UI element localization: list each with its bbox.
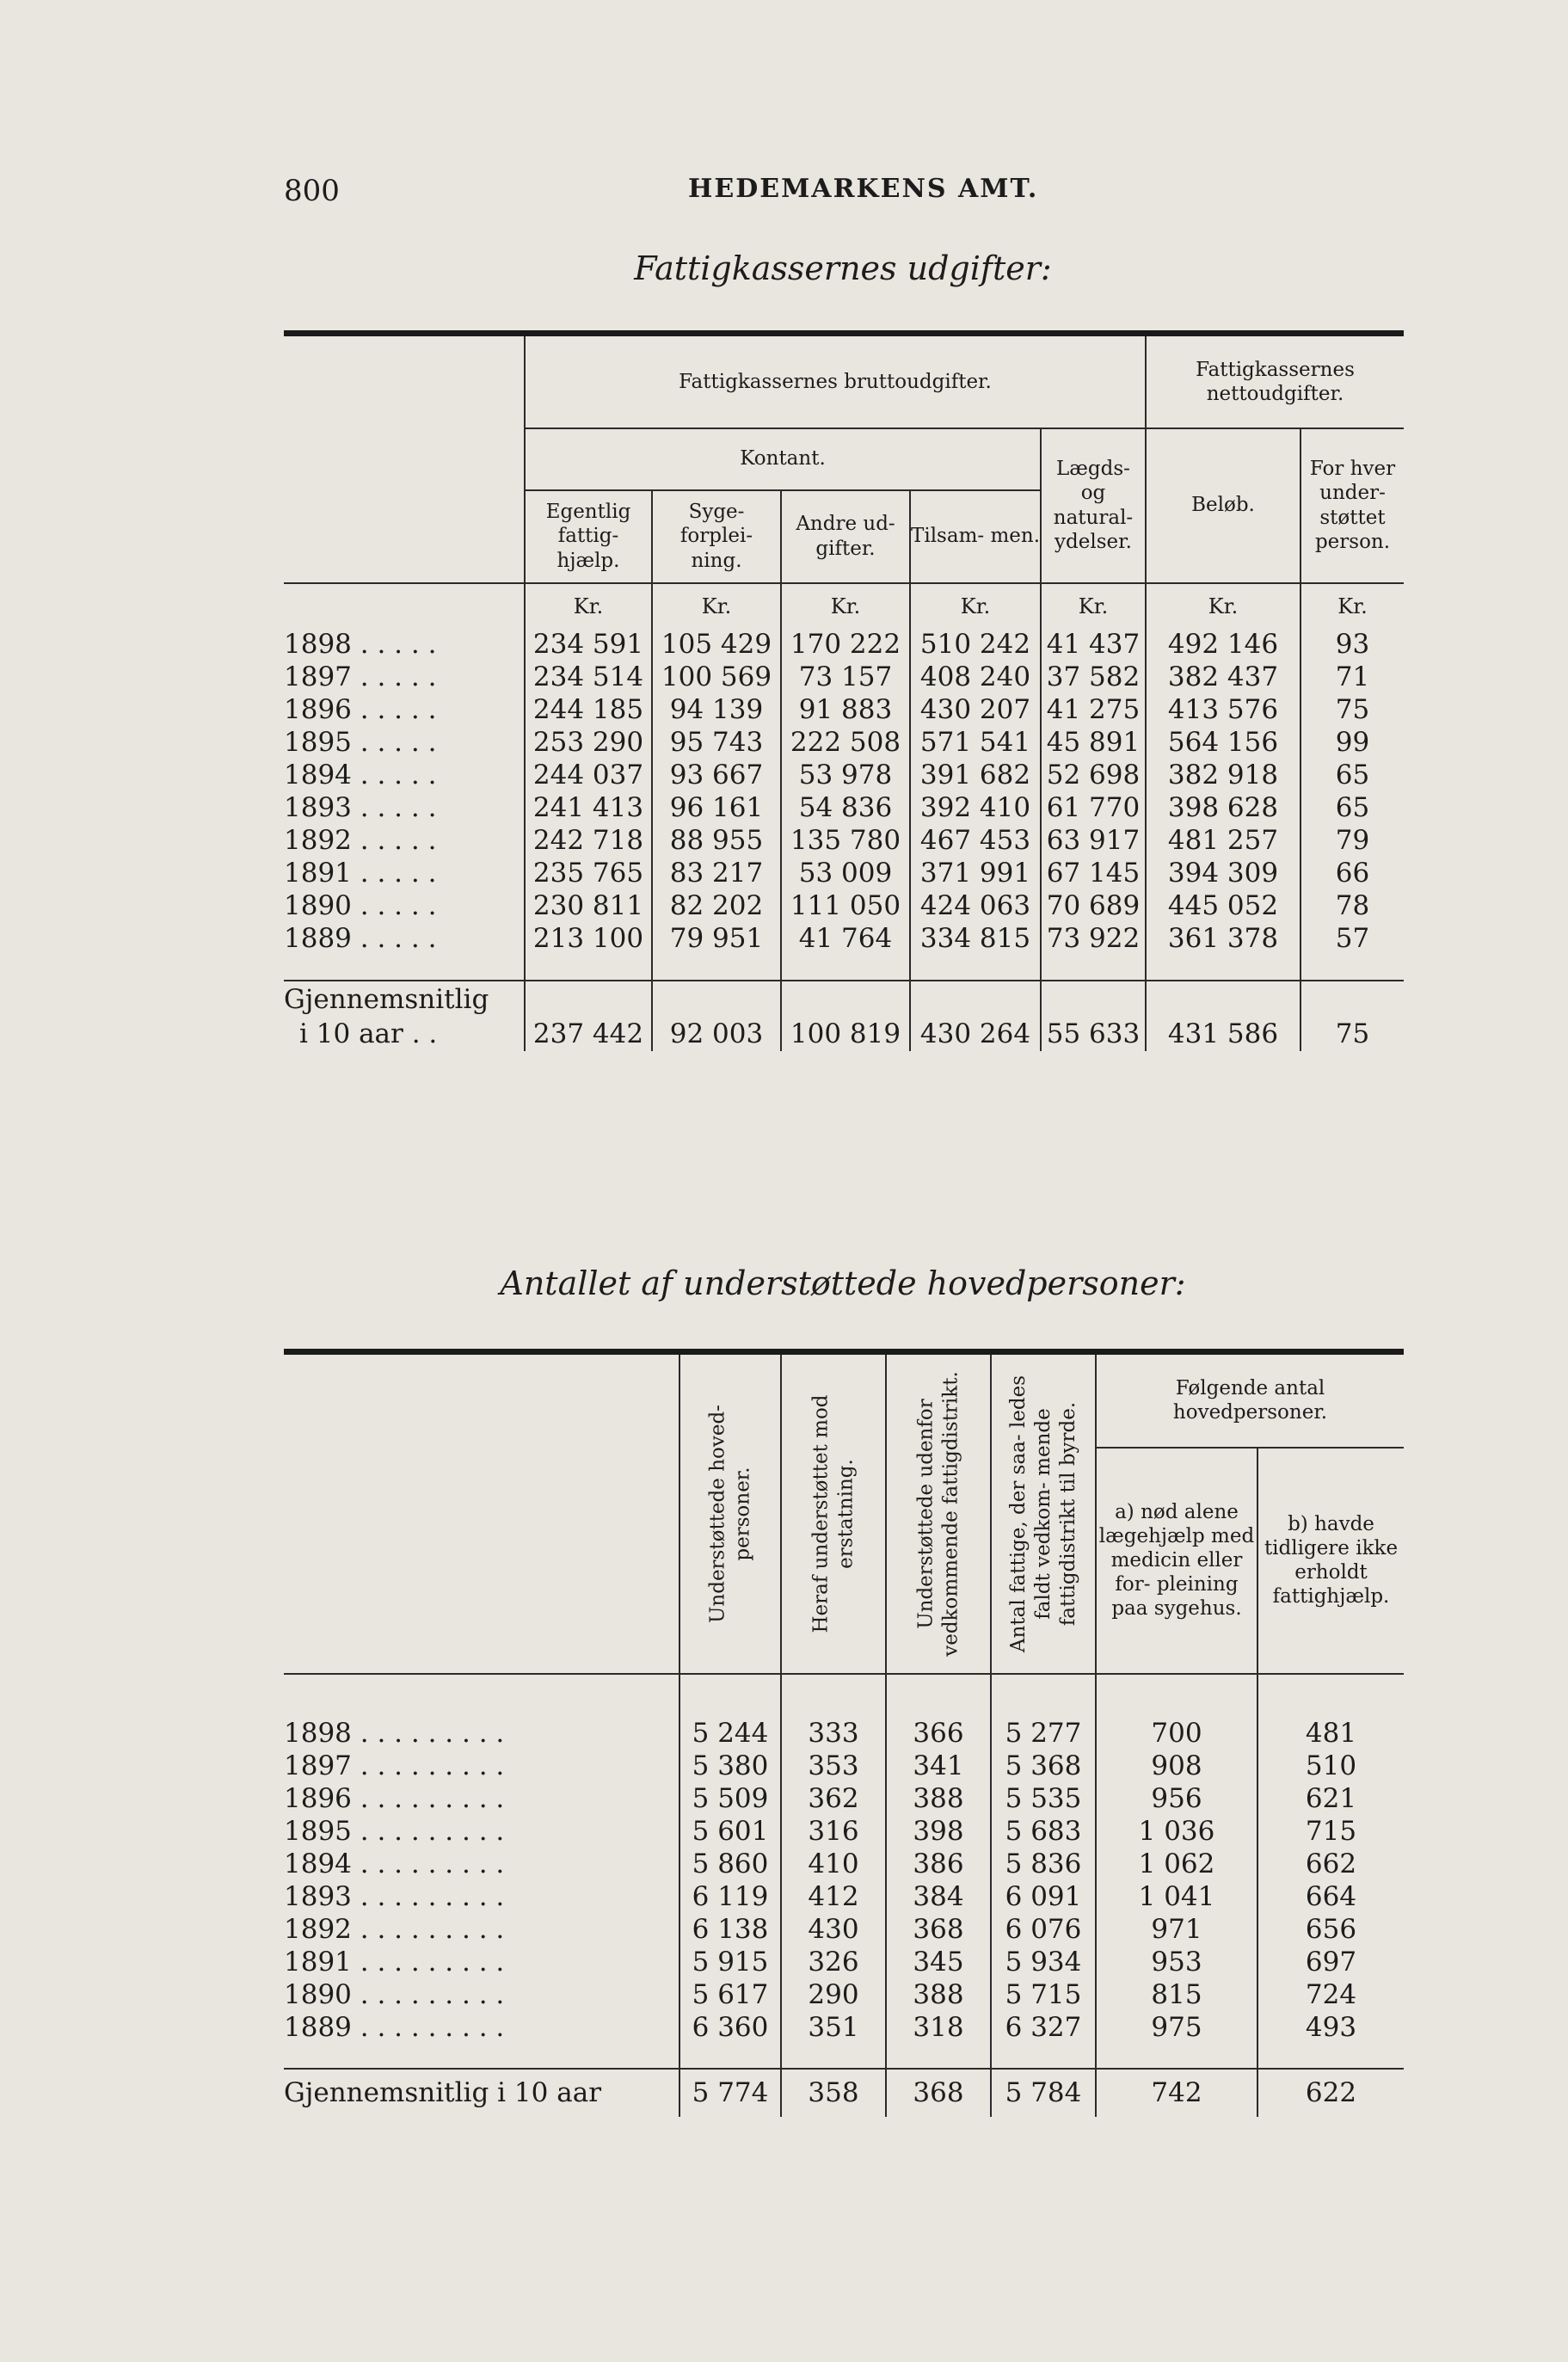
- col-heraf: Heraf understøttet mod erstatning.: [781, 1352, 886, 1675]
- avg-cell: 237 442: [532, 1018, 644, 1049]
- table-row: [284, 1946, 1404, 1978]
- row-year: 1891 . . . . .: [284, 858, 525, 890]
- table-cell: 111 050: [781, 890, 910, 923]
- col-understottede: Understøttede hoved- personer.: [706, 1405, 753, 1623]
- table-cell: 1 062: [1096, 1848, 1257, 1880]
- table-row: [284, 760, 1404, 792]
- avg-label: Gjennemsnitlig: [284, 981, 525, 1018]
- table-cell: 410: [781, 1848, 886, 1880]
- table-cell: 135 780: [781, 825, 910, 858]
- table-row: [284, 792, 1404, 825]
- table-cell: 73 157: [781, 661, 910, 694]
- table-cell: 664: [1257, 1880, 1404, 1913]
- table-cell: 41 437: [1041, 629, 1146, 661]
- table-cell: 412: [781, 1880, 886, 1913]
- table-cell: 54 836: [781, 792, 910, 825]
- col-a: a) nød alene lægehjælp med medicin eller for- pleining paa sygehus.: [1096, 1448, 1257, 1674]
- row-year: 1891 . . . . . . . . .: [284, 1946, 679, 1978]
- table-row: [284, 890, 1404, 923]
- table-cell: 83 217: [652, 858, 781, 890]
- col-egentlig: Egentlig fattig- hjælp.: [545, 501, 631, 572]
- row-year: 1895 . . . . .: [284, 727, 525, 760]
- table-cell: 334 815: [910, 923, 1041, 956]
- table-row: [284, 694, 1404, 727]
- table-cell: 65: [1301, 792, 1404, 825]
- table-cell: 384: [886, 1880, 991, 1913]
- avg-cell: 368: [886, 2069, 991, 2117]
- table-cell: 6 360: [692, 2011, 769, 2043]
- row-year: 1896 . . . . .: [284, 694, 525, 727]
- table-cell: 341: [886, 1750, 991, 1782]
- table-cell: 75: [1301, 694, 1404, 727]
- table-cell: 5 368: [991, 1750, 1096, 1782]
- table-cell: 6 091: [991, 1880, 1096, 1913]
- running-title: HEDEMARKENS AMT.: [688, 174, 1039, 204]
- table-cell: 244 037: [532, 760, 644, 790]
- table-cell: 510 242: [910, 629, 1041, 661]
- unit-label: Kr.: [781, 583, 910, 629]
- unit-label: Kr.: [910, 583, 1041, 629]
- table-cell: 105 429: [652, 629, 781, 661]
- table-cell: 5 915: [692, 1946, 769, 1978]
- group-gross-header: Fattigkassernes bruttoudgifter.: [525, 334, 1146, 428]
- row-year: 1896 . . . . . . . . .: [284, 1782, 679, 1815]
- table-cell: 6 138: [692, 1913, 769, 1945]
- avg-label: i 10 aar . .: [284, 1018, 525, 1051]
- table-cell: 5 535: [991, 1782, 1096, 1815]
- expenses-title: Fattigkassernes udgifter:: [634, 249, 1052, 287]
- table-cell: 222 508: [781, 727, 910, 760]
- table-cell: 53 009: [781, 858, 910, 890]
- table-cell: 953: [1096, 1946, 1257, 1978]
- row-year: 1890 . . . . . . . . .: [284, 1978, 679, 2011]
- table-cell: 430: [781, 1913, 886, 1946]
- table-cell: 975: [1096, 2011, 1257, 2044]
- table-cell: 93 667: [652, 760, 781, 792]
- table-row: [284, 727, 1404, 760]
- table-cell: 345: [886, 1946, 991, 1978]
- table-cell: 5 715: [991, 1978, 1096, 2011]
- table-cell: 333: [781, 1717, 886, 1750]
- table-cell: 6 119: [692, 1880, 769, 1912]
- table-cell: 353: [781, 1750, 886, 1782]
- expenses-table: [284, 330, 1404, 1051]
- table-row: [284, 858, 1404, 890]
- table-cell: 1 036: [1096, 1815, 1257, 1848]
- table-cell: 53 978: [781, 760, 910, 792]
- table-cell: 481 257: [1146, 825, 1301, 858]
- row-year: 1898 . . . . . . . . .: [284, 1717, 679, 1750]
- table-cell: 386: [886, 1848, 991, 1880]
- table-cell: 79: [1301, 825, 1404, 858]
- table-cell: 326: [781, 1946, 886, 1978]
- table-cell: 368: [886, 1913, 991, 1946]
- col-belob: Beløb.: [1146, 428, 1301, 583]
- table-cell: 6 076: [991, 1913, 1096, 1946]
- table-cell: 41 275: [1041, 694, 1146, 727]
- row-year: 1889 . . . . .: [284, 923, 525, 956]
- row-year: 1894 . . . . .: [284, 760, 525, 792]
- col-andre: Andre ud- gifter.: [781, 490, 910, 583]
- table-cell: 65: [1301, 760, 1404, 792]
- table-cell: 366: [886, 1717, 991, 1750]
- persons-title: Antallet af understøttede hovedpersoner:: [500, 1264, 1186, 1302]
- table-cell: 67 145: [1041, 858, 1146, 890]
- table-row: [284, 1880, 1404, 1913]
- table-cell: 5 601: [692, 1815, 769, 1847]
- table-row: [284, 1848, 1404, 1880]
- table-cell: 6 327: [991, 2011, 1096, 2044]
- table-cell: 413 576: [1146, 694, 1301, 727]
- table-cell: 5 277: [991, 1717, 1096, 1750]
- table-cell: 73 922: [1041, 923, 1146, 956]
- row-year: 1897 . . . . . . . . .: [284, 1750, 679, 1782]
- table-cell: 445 052: [1146, 890, 1301, 923]
- table-row: [284, 1815, 1404, 1848]
- table-cell: 815: [1096, 1978, 1257, 2011]
- avg-label: Gjennemsnitlig i 10 aar: [284, 2069, 679, 2117]
- table-cell: 5 934: [991, 1946, 1096, 1978]
- row-year: 1897 . . . . .: [284, 661, 525, 694]
- table-cell: 253 290: [532, 727, 644, 758]
- row-year: 1890 . . . . .: [284, 890, 525, 923]
- table-cell: 318: [886, 2011, 991, 2044]
- avg-cell: 100 819: [781, 1018, 910, 1051]
- table-cell: 316: [781, 1815, 886, 1848]
- table-cell: 408 240: [910, 661, 1041, 694]
- table-cell: 170 222: [781, 629, 910, 661]
- table-cell: 52 698: [1041, 760, 1146, 792]
- table-cell: 715: [1257, 1815, 1404, 1848]
- avg-cell: 5 784: [991, 2069, 1096, 2117]
- table-cell: 388: [886, 1782, 991, 1815]
- table-cell: 481: [1257, 1717, 1404, 1750]
- table-cell: 241 413: [532, 792, 644, 823]
- table-cell: 398 628: [1146, 792, 1301, 825]
- table-cell: 492 146: [1146, 629, 1301, 661]
- table-cell: 388: [886, 1978, 991, 2011]
- table-cell: 564 156: [1146, 727, 1301, 760]
- table-cell: 424 063: [910, 890, 1041, 923]
- unit-label: Kr.: [1041, 583, 1146, 629]
- avg-cell: 75: [1301, 1018, 1404, 1051]
- table-cell: 45 891: [1041, 727, 1146, 760]
- table-row: [284, 1913, 1404, 1946]
- col-per-person: For hver under- støttet person.: [1301, 428, 1404, 583]
- table-cell: 361 378: [1146, 923, 1301, 956]
- unit-label: Kr.: [1301, 583, 1404, 629]
- table-cell: 5 244: [692, 1717, 769, 1749]
- table-cell: 78: [1301, 890, 1404, 923]
- table-cell: 467 453: [910, 825, 1041, 858]
- table-cell: 82 202: [652, 890, 781, 923]
- table-cell: 234 591: [532, 629, 644, 660]
- group-cash-header: Kontant.: [525, 428, 1041, 490]
- table-cell: 510: [1257, 1750, 1404, 1782]
- table-cell: 91 883: [781, 694, 910, 727]
- table-cell: 5 380: [692, 1750, 769, 1781]
- table-cell: 96 161: [652, 792, 781, 825]
- table-cell: 235 765: [532, 858, 644, 889]
- table-cell: 95 743: [652, 727, 781, 760]
- table-cell: 94 139: [652, 694, 781, 727]
- col-b: b) havde tidligere ikke erholdt fattighjælp.: [1257, 1448, 1404, 1674]
- table-row: [284, 629, 1404, 661]
- table-cell: 382 437: [1146, 661, 1301, 694]
- unit-label: Kr.: [1146, 583, 1301, 629]
- table-cell: 66: [1301, 858, 1404, 890]
- table-cell: 724: [1257, 1978, 1404, 2011]
- table-cell: 5 836: [991, 1848, 1096, 1880]
- table-cell: 493: [1257, 2011, 1404, 2044]
- table-cell: 392 410: [910, 792, 1041, 825]
- table-cell: 79 951: [652, 923, 781, 956]
- table-row: [284, 923, 1404, 956]
- table-cell: 398: [886, 1815, 991, 1848]
- table-cell: 382 918: [1146, 760, 1301, 792]
- table-cell: 230 811: [532, 890, 644, 921]
- avg-cell: 358: [781, 2069, 886, 2117]
- table-cell: 697: [1257, 1946, 1404, 1978]
- avg-cell: 5 774: [692, 2077, 769, 2108]
- avg-cell: 622: [1257, 2069, 1404, 2117]
- table-cell: 571 541: [910, 727, 1041, 760]
- table-cell: 63 917: [1041, 825, 1146, 858]
- avg-cell: 430 264: [910, 1018, 1041, 1051]
- table-cell: 908: [1096, 1750, 1257, 1782]
- col-laegds: Lægds- og natural- ydelser.: [1041, 428, 1146, 583]
- table-cell: 244 185: [532, 694, 644, 725]
- table-cell: 57: [1301, 923, 1404, 956]
- table-cell: 37 582: [1041, 661, 1146, 694]
- table-cell: 88 955: [652, 825, 781, 858]
- table-cell: 430 207: [910, 694, 1041, 727]
- row-year: 1893 . . . . .: [284, 792, 525, 825]
- table-cell: 971: [1096, 1913, 1257, 1946]
- table-cell: 61 770: [1041, 792, 1146, 825]
- col-tilsammen: Tilsam- men.: [910, 490, 1041, 583]
- row-year: 1895 . . . . . . . . .: [284, 1815, 679, 1848]
- table-cell: 5 683: [991, 1815, 1096, 1848]
- table-row: [284, 1782, 1404, 1815]
- table-cell: 621: [1257, 1782, 1404, 1815]
- avg-cell: 92 003: [652, 1018, 781, 1051]
- table-row: [284, 1717, 1404, 1750]
- col-udenfor: Understøttede udenfor vedkommende fattigdistrikt.: [886, 1352, 991, 1675]
- table-row: [284, 825, 1404, 858]
- table-cell: 700: [1096, 1717, 1257, 1750]
- table-cell: 351: [781, 2011, 886, 2044]
- row-year: 1894 . . . . . . . . .: [284, 1848, 679, 1880]
- table-cell: 41 764: [781, 923, 910, 956]
- row-year: 1898 . . . . .: [284, 629, 525, 661]
- table-cell: 956: [1096, 1782, 1257, 1815]
- table-cell: 5 860: [692, 1848, 769, 1879]
- table-cell: 242 718: [532, 825, 644, 856]
- table-cell: 5 617: [692, 1978, 769, 2010]
- col-antal: Antal fattige, der saa- ledes faldt vedkom- mende fattigdistrikt til byrde.: [991, 1352, 1096, 1675]
- table-cell: 213 100: [532, 923, 644, 954]
- group-folgende-header: Følgende antal hovedpersoner.: [1096, 1352, 1404, 1448]
- row-year: 1892 . . . . .: [284, 825, 525, 858]
- table-cell: 99: [1301, 727, 1404, 760]
- row-year: 1893 . . . . . . . . .: [284, 1880, 679, 1913]
- row-year: 1889 . . . . . . . . .: [284, 2011, 679, 2044]
- table-cell: 290: [781, 1978, 886, 2011]
- table-row: [284, 661, 1404, 694]
- avg-cell: 55 633: [1041, 1018, 1146, 1051]
- table-cell: 100 569: [652, 661, 781, 694]
- col-syge: Syge- forplei- ning.: [652, 490, 781, 583]
- unit-label: Kr.: [573, 594, 604, 618]
- table-row: [284, 1750, 1404, 1782]
- unit-label: Kr.: [652, 583, 781, 629]
- table-cell: 70 689: [1041, 890, 1146, 923]
- avg-cell: 742: [1096, 2069, 1257, 2117]
- table-cell: 394 309: [1146, 858, 1301, 890]
- table-cell: 371 991: [910, 858, 1041, 890]
- table-cell: 362: [781, 1782, 886, 1815]
- page-number: 800: [284, 174, 340, 208]
- table-cell: 5 509: [692, 1782, 769, 1814]
- group-net-header: Fattigkassernes nettoudgifter.: [1146, 334, 1404, 428]
- table-row: [284, 2011, 1404, 2044]
- table-cell: 71: [1301, 661, 1404, 694]
- row-year: 1892 . . . . . . . . .: [284, 1913, 679, 1946]
- table-row: [284, 1978, 1404, 2011]
- table-cell: 391 682: [910, 760, 1041, 792]
- persons-table: [284, 1349, 1404, 2117]
- table-cell: 1 041: [1096, 1880, 1257, 1913]
- table-cell: 662: [1257, 1848, 1404, 1880]
- avg-cell: 431 586: [1146, 1018, 1301, 1051]
- table-cell: 656: [1257, 1913, 1404, 1946]
- table-cell: 93: [1301, 629, 1404, 661]
- table-cell: 234 514: [532, 661, 644, 692]
